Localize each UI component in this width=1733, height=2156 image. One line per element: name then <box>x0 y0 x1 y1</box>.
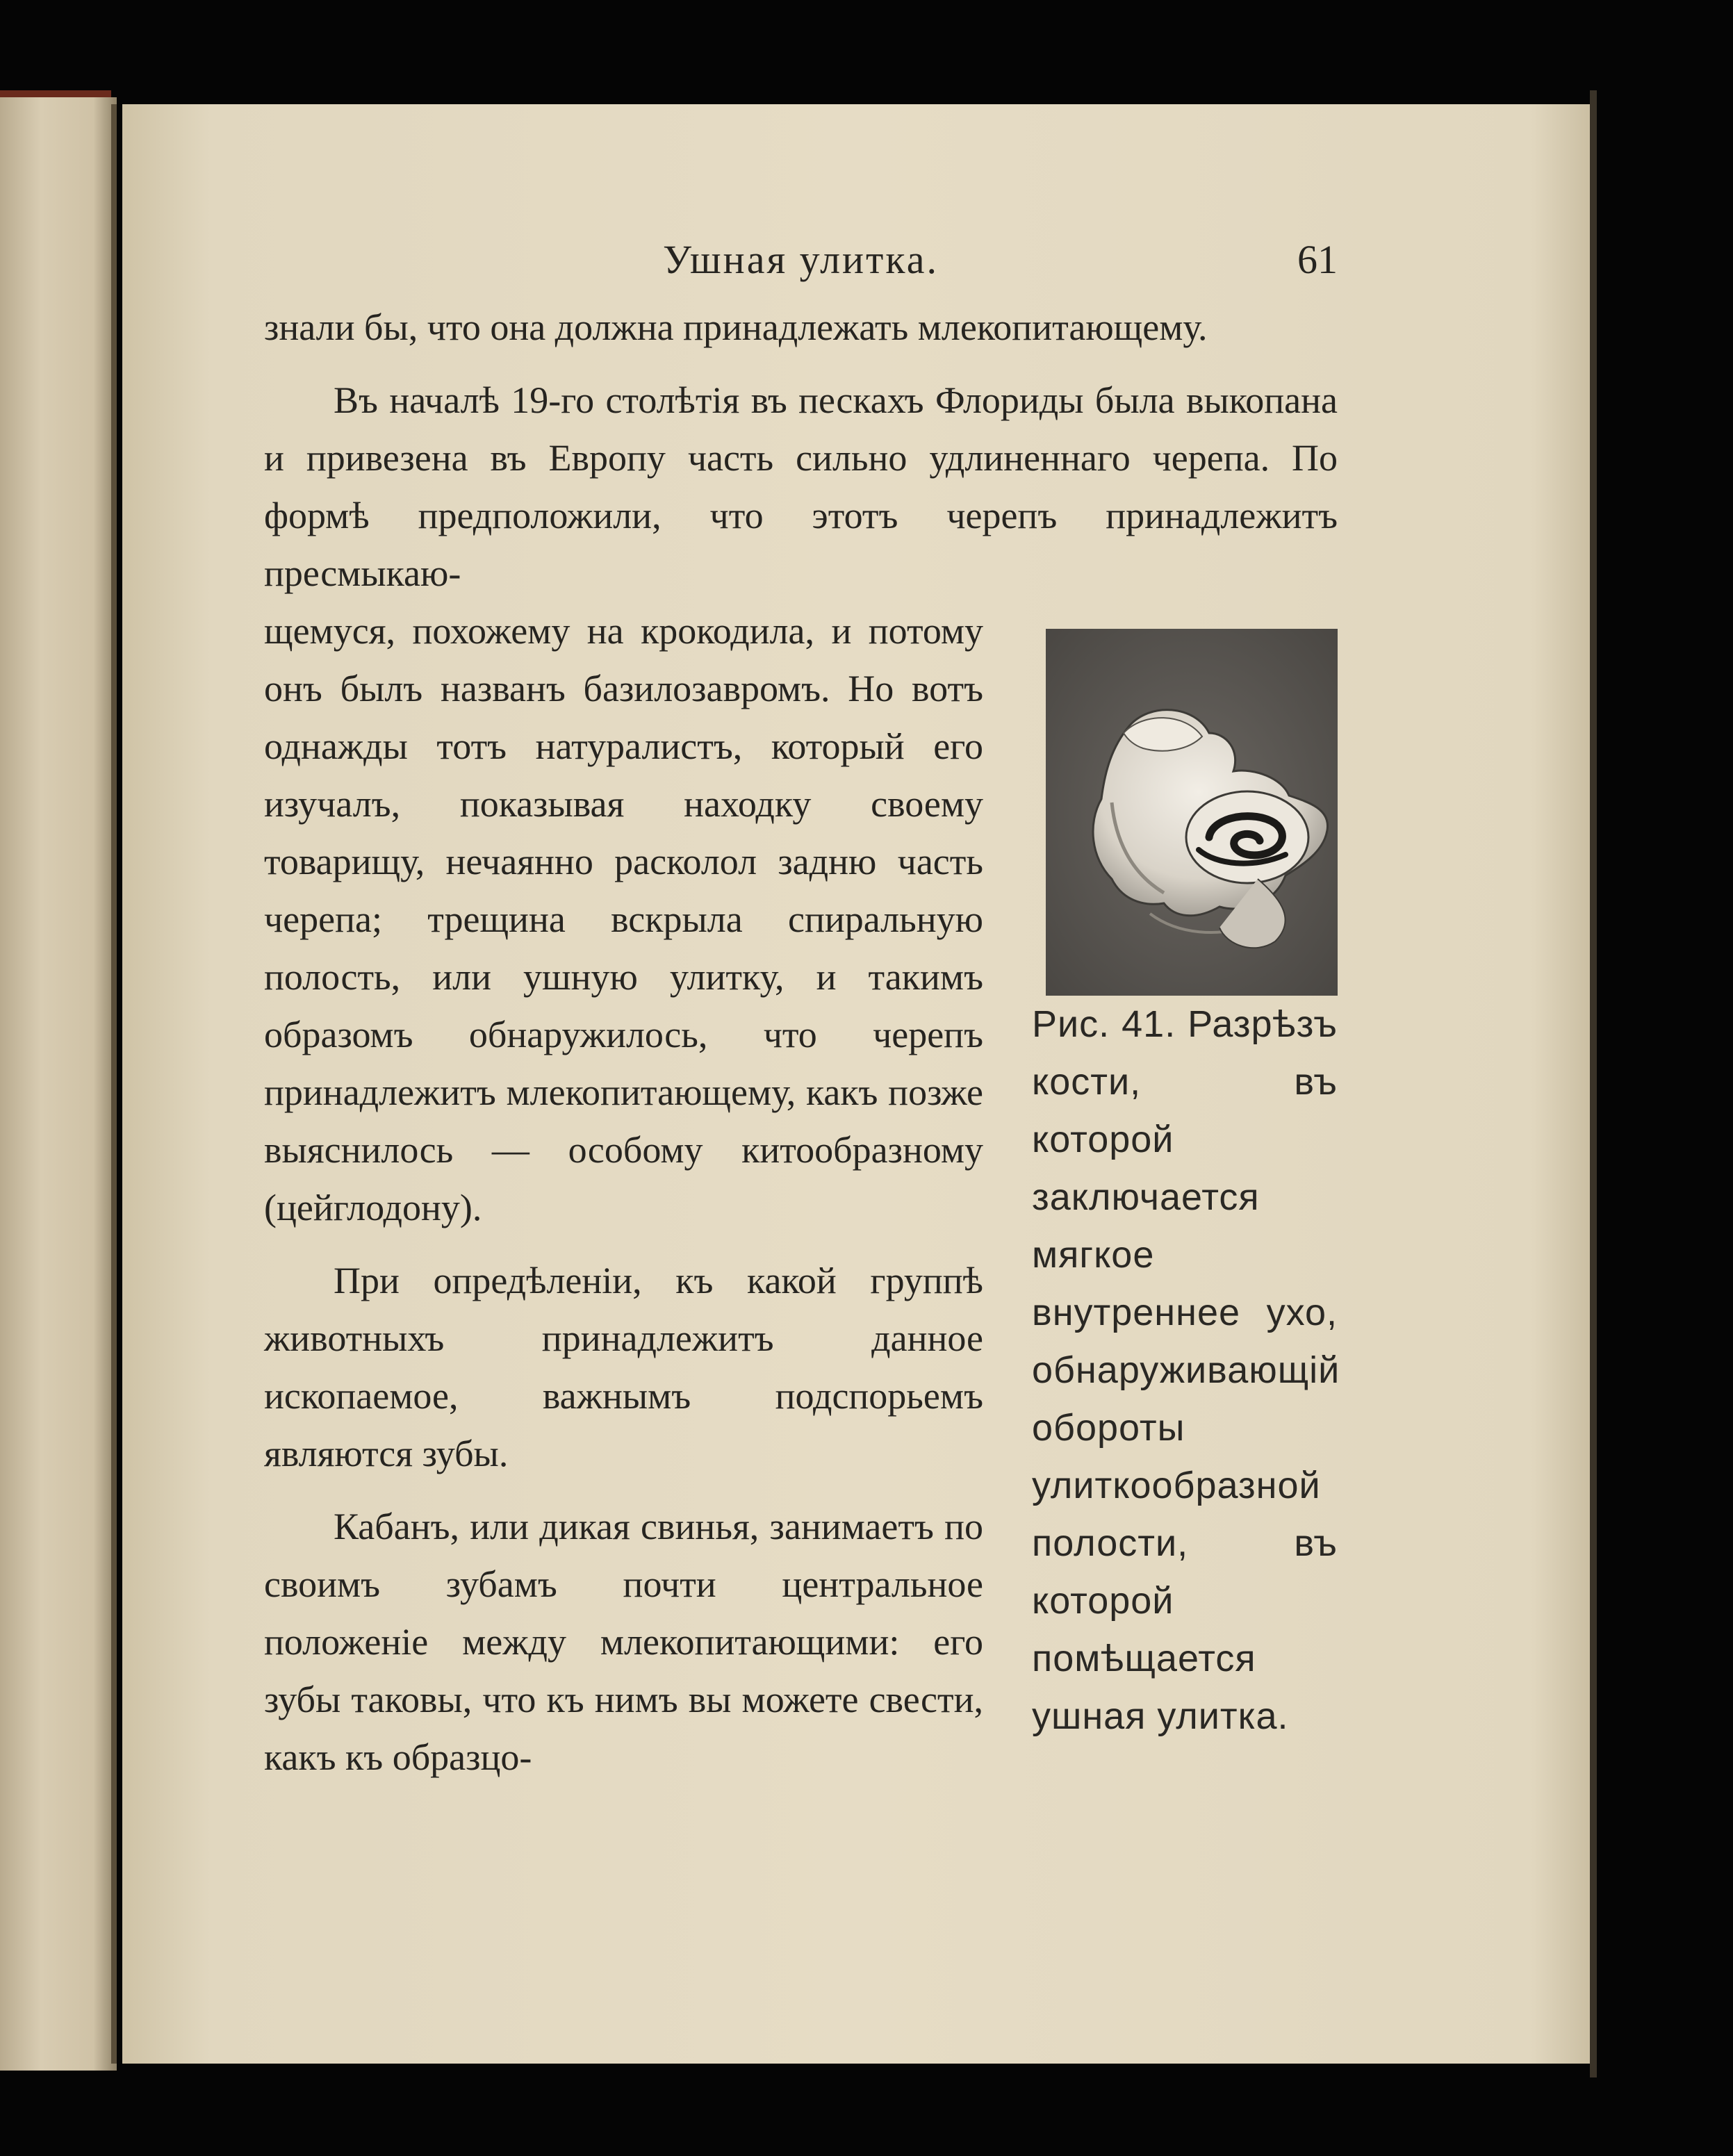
running-head <box>264 236 1338 299</box>
paragraph-4: Кабанъ, или дикая свинья, занимаетъ по своимъ зубамъ почти центральное положеніе между млекопитающими: его зубы таковы, что къ нимъ вы можете свести, какъ къ образцо- <box>264 1506 983 1778</box>
page-edge <box>1590 90 1597 2077</box>
page-content <box>264 236 1338 1786</box>
gutter <box>111 104 117 2064</box>
paragraph-1: знали бы, что она должна принадлежать млекопитающему. <box>264 306 1208 348</box>
left-page-edge <box>0 97 117 2071</box>
page-number: 61 <box>1297 237 1338 282</box>
figure-caption: Рис. 41. Разрѣзъ кости, въ которой заключается мягкое внутреннее ухо, обнаруживающій обороты улиткообразной полости, въ которой помѣщается ушная улитка. <box>1032 1003 1340 1737</box>
paragraph-2-continued: щемуся, похожему на крокодила, и потому онъ былъ названъ базилозавромъ. Но вотъ однажды тотъ натуралистъ, который его изучалъ, показывая находку своему товарищу, нечаянно расколол задню часть черепа; трещина вскрыла спиральную полость, или ушную улитку, и такимъ образомъ обнаружилось, что черепъ принадлежитъ млекопитающему, какъ позже выяснилось — особому китообразному (цейглодону). <box>264 610 983 1228</box>
running-title: Ушная улитка. <box>663 237 939 282</box>
paragraph-3: При опредѣленіи, къ какой группѣ животныхъ принадлежитъ данное ископаемое, важнымъ подспорьемъ являются зубы. <box>264 1260 983 1474</box>
figure-41 <box>1025 629 1338 1745</box>
cochlea-bone-illustration <box>1046 629 1338 996</box>
paragraph-2-start: Въ началѣ 19-го столѣтія въ пескахъ Флориды была выкопана и привезена въ Европу часть сильно удлиненнаго черепа. По формѣ предположили, что этотъ черепъ принадлежитъ пресмыкаю- <box>264 379 1338 594</box>
body-text <box>264 299 1338 1786</box>
